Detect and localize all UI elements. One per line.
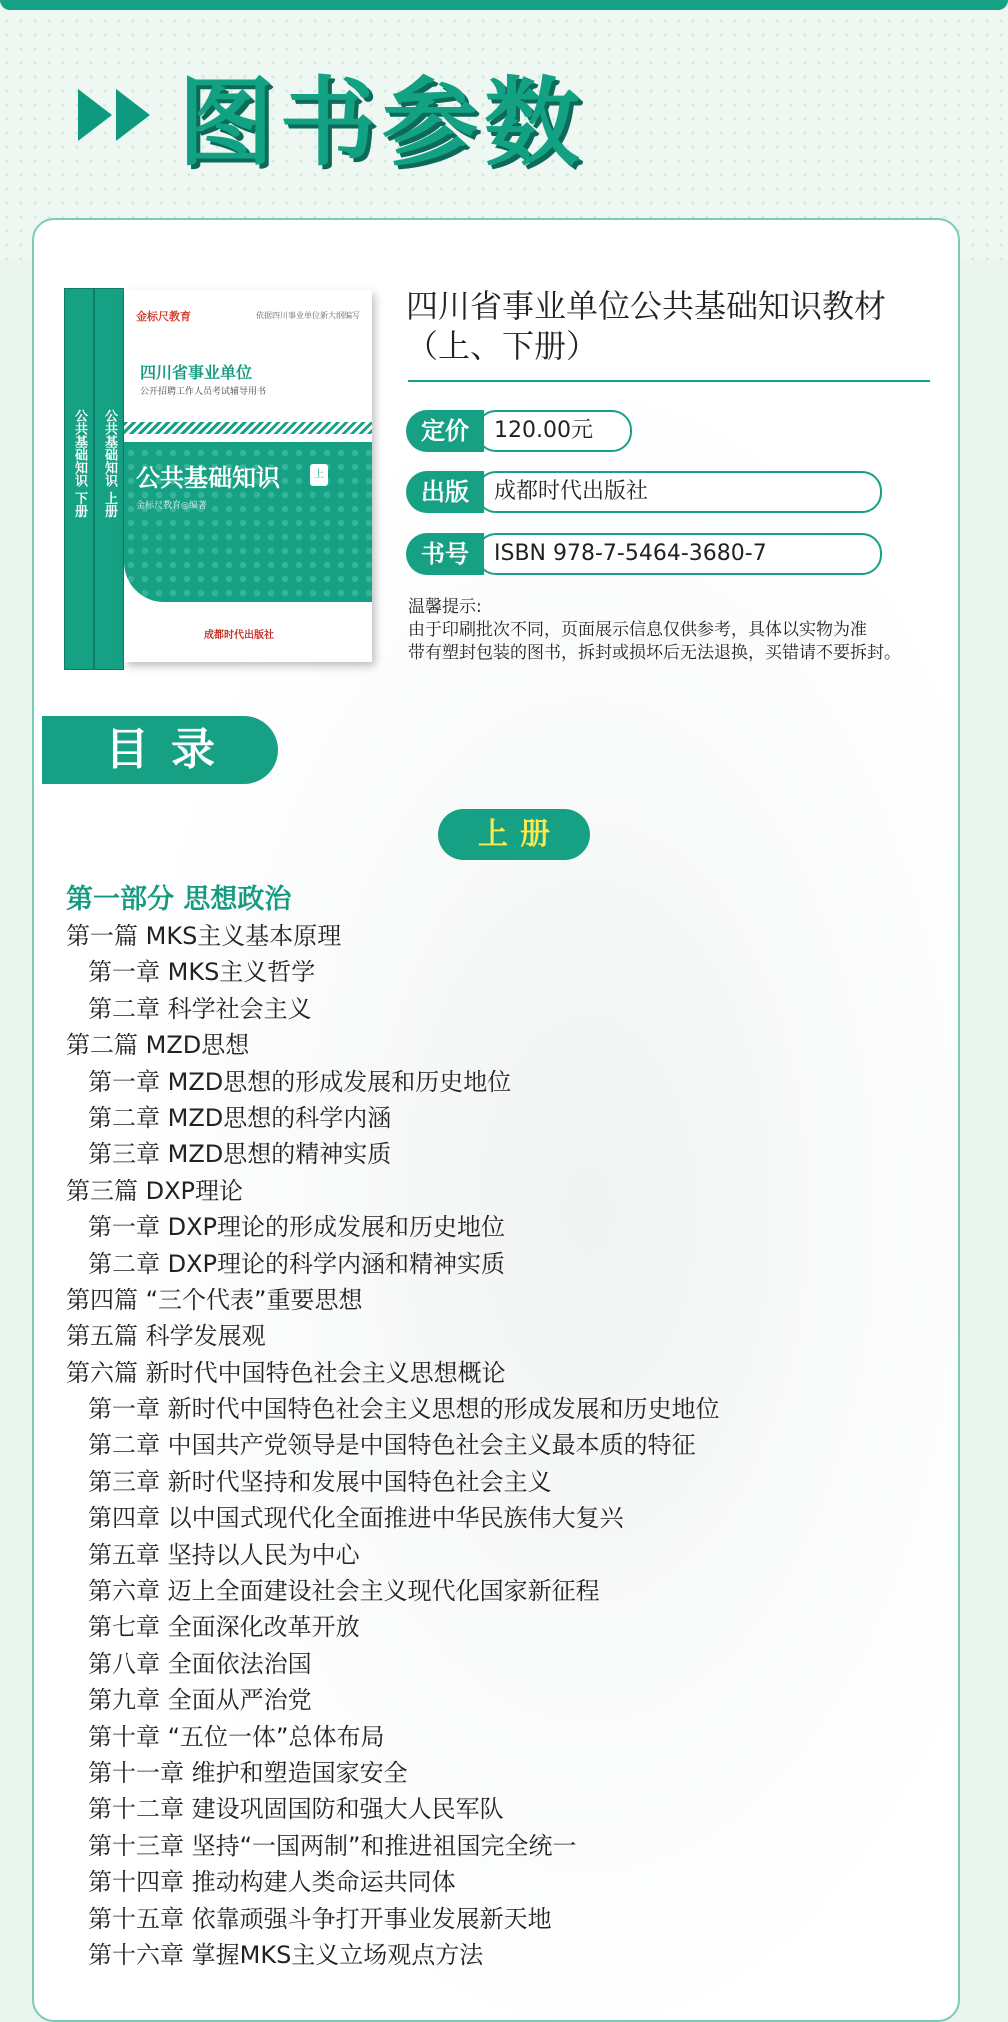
notice [408, 596, 901, 665]
toc-chapter-item: 第七章 全面深化改革开放 [88, 1613, 360, 1642]
cover-title-line1: 四川省事业单位 [140, 363, 253, 382]
toc-chapter-item: 第十四章 推动构建人类命运共同体 [88, 1868, 456, 1897]
toc-chapter-item: 第一章 MKS主义哲学 [88, 958, 316, 987]
toc-chapter-item: 第六章 迈上全面建设社会主义现代化国家新征程 [88, 1577, 600, 1606]
book-cover-front [124, 290, 372, 662]
isbn-value: ISBN 978-7-5464-3680-7 [476, 533, 882, 575]
price-label: 定价 [406, 410, 484, 452]
cover-author: 金标尺教育◎编著 [136, 501, 207, 511]
book-spine-upper: 公共基础知识 上册 [94, 288, 124, 670]
toc-chapter-item: 第十五章 依靠顽强斗争打开事业发展新天地 [88, 1904, 552, 1933]
book-cover-image [64, 288, 384, 668]
toc-part-item: 第二篇 MZD思想 [66, 1031, 250, 1060]
price-value: 120.00元 [476, 410, 632, 452]
toc-chapter-item: 第二章 DXP理论的科学内涵和精神实质 [88, 1249, 506, 1278]
toc-chapter-item: 第一章 DXP理论的形成发展和历史地位 [88, 1213, 506, 1242]
cover-brand-note: 依据四川事业单位新大纲编写 [256, 311, 360, 320]
cover-brand-logo: 金标尺教育 [136, 310, 191, 323]
toc-chapter-item: 第十章 “五位一体”总体布局 [88, 1722, 385, 1751]
double-chevron-icon [78, 89, 150, 141]
cover-volume-badge: 上册 [310, 464, 328, 486]
toc-chapter-item: 第五章 坚持以人民为中心 [88, 1540, 360, 1569]
toc-part-item: 第五篇 科学发展观 [66, 1322, 266, 1351]
book-spine-lower: 公共基础知识 下册 [64, 288, 94, 670]
toc-chapter-item: 第二章 科学社会主义 [88, 994, 312, 1023]
toc-chapter-item: 第三章 新时代坚持和发展中国特色社会主义 [88, 1467, 552, 1496]
toc-chapter-item: 第十六章 掌握MKS主义立场观点方法 [88, 1940, 484, 1969]
toc-part-item: 第一篇 MKS主义基本原理 [66, 922, 342, 950]
toc-chapter-item: 第四章 以中国式现代化全面推进中华民族伟大复兴 [88, 1504, 624, 1533]
toc-chapter-item: 第十三章 坚持“一国两制”和推进祖国完全统一 [88, 1831, 577, 1860]
cover-main-title: 公共基础知识 [136, 464, 280, 492]
page-header [78, 60, 586, 179]
toc-chapter-item: 第二章 MZD思想的科学内涵 [88, 1103, 392, 1132]
notice-line-2: 带有塑封包装的图书，拆封或损坏后无法退换，买错请不要拆封。 [408, 643, 901, 663]
notice-title: 温馨提示: [408, 597, 482, 617]
toc-section-title: 第一部分 思想政治 [66, 884, 292, 915]
toc-part-item: 第三篇 DXP理论 [66, 1176, 244, 1205]
volume-pill: 上册 [438, 809, 590, 860]
book-name: 四川省事业单位公共基础知识教材（上、下册） [406, 287, 887, 365]
cover-stripe [124, 422, 372, 434]
cover-title-line2: 公开招聘工作人员考试辅导用书 [140, 387, 267, 397]
publisher-value: 成都时代出版社 [476, 471, 882, 513]
page-title: 图书参数 [178, 66, 586, 179]
notice-line-1: 由于印刷批次不同，页面展示信息仅供参考，具体以实物为准 [408, 620, 867, 640]
toc-chapter-item: 第三章 MZD思想的精神实质 [88, 1140, 392, 1169]
toc-list [66, 918, 946, 1973]
cover-publisher-logo: 成都时代出版社 [204, 630, 274, 641]
table-of-contents [66, 882, 946, 1973]
toc-chapter-item: 第二章 中国共产党领导是中国特色社会主义最本质的特征 [88, 1431, 696, 1460]
toc-chapter-item: 第十二章 建设巩固国防和强大人民军队 [88, 1795, 504, 1824]
divider [408, 380, 930, 382]
toc-chapter-item: 第十一章 维护和塑造国家安全 [88, 1758, 408, 1787]
toc-chapter-item: 第一章 MZD思想的形成发展和历史地位 [88, 1067, 512, 1096]
cover-green-panel [124, 442, 372, 602]
toc-tab: 目录 [42, 716, 278, 784]
toc-chapter-item: 第一章 新时代中国特色社会主义思想的形成发展和历史地位 [88, 1395, 720, 1424]
isbn-label: 书号 [406, 533, 484, 575]
toc-chapter-item: 第八章 全面依法治国 [88, 1649, 312, 1678]
toc-chapter-item: 第九章 全面从严治党 [88, 1686, 312, 1715]
toc-part-item: 第六篇 新时代中国特色社会主义思想概论 [66, 1358, 506, 1387]
toc-part-item: 第四篇 “三个代表”重要思想 [66, 1285, 363, 1314]
publisher-label: 出版 [406, 471, 484, 513]
